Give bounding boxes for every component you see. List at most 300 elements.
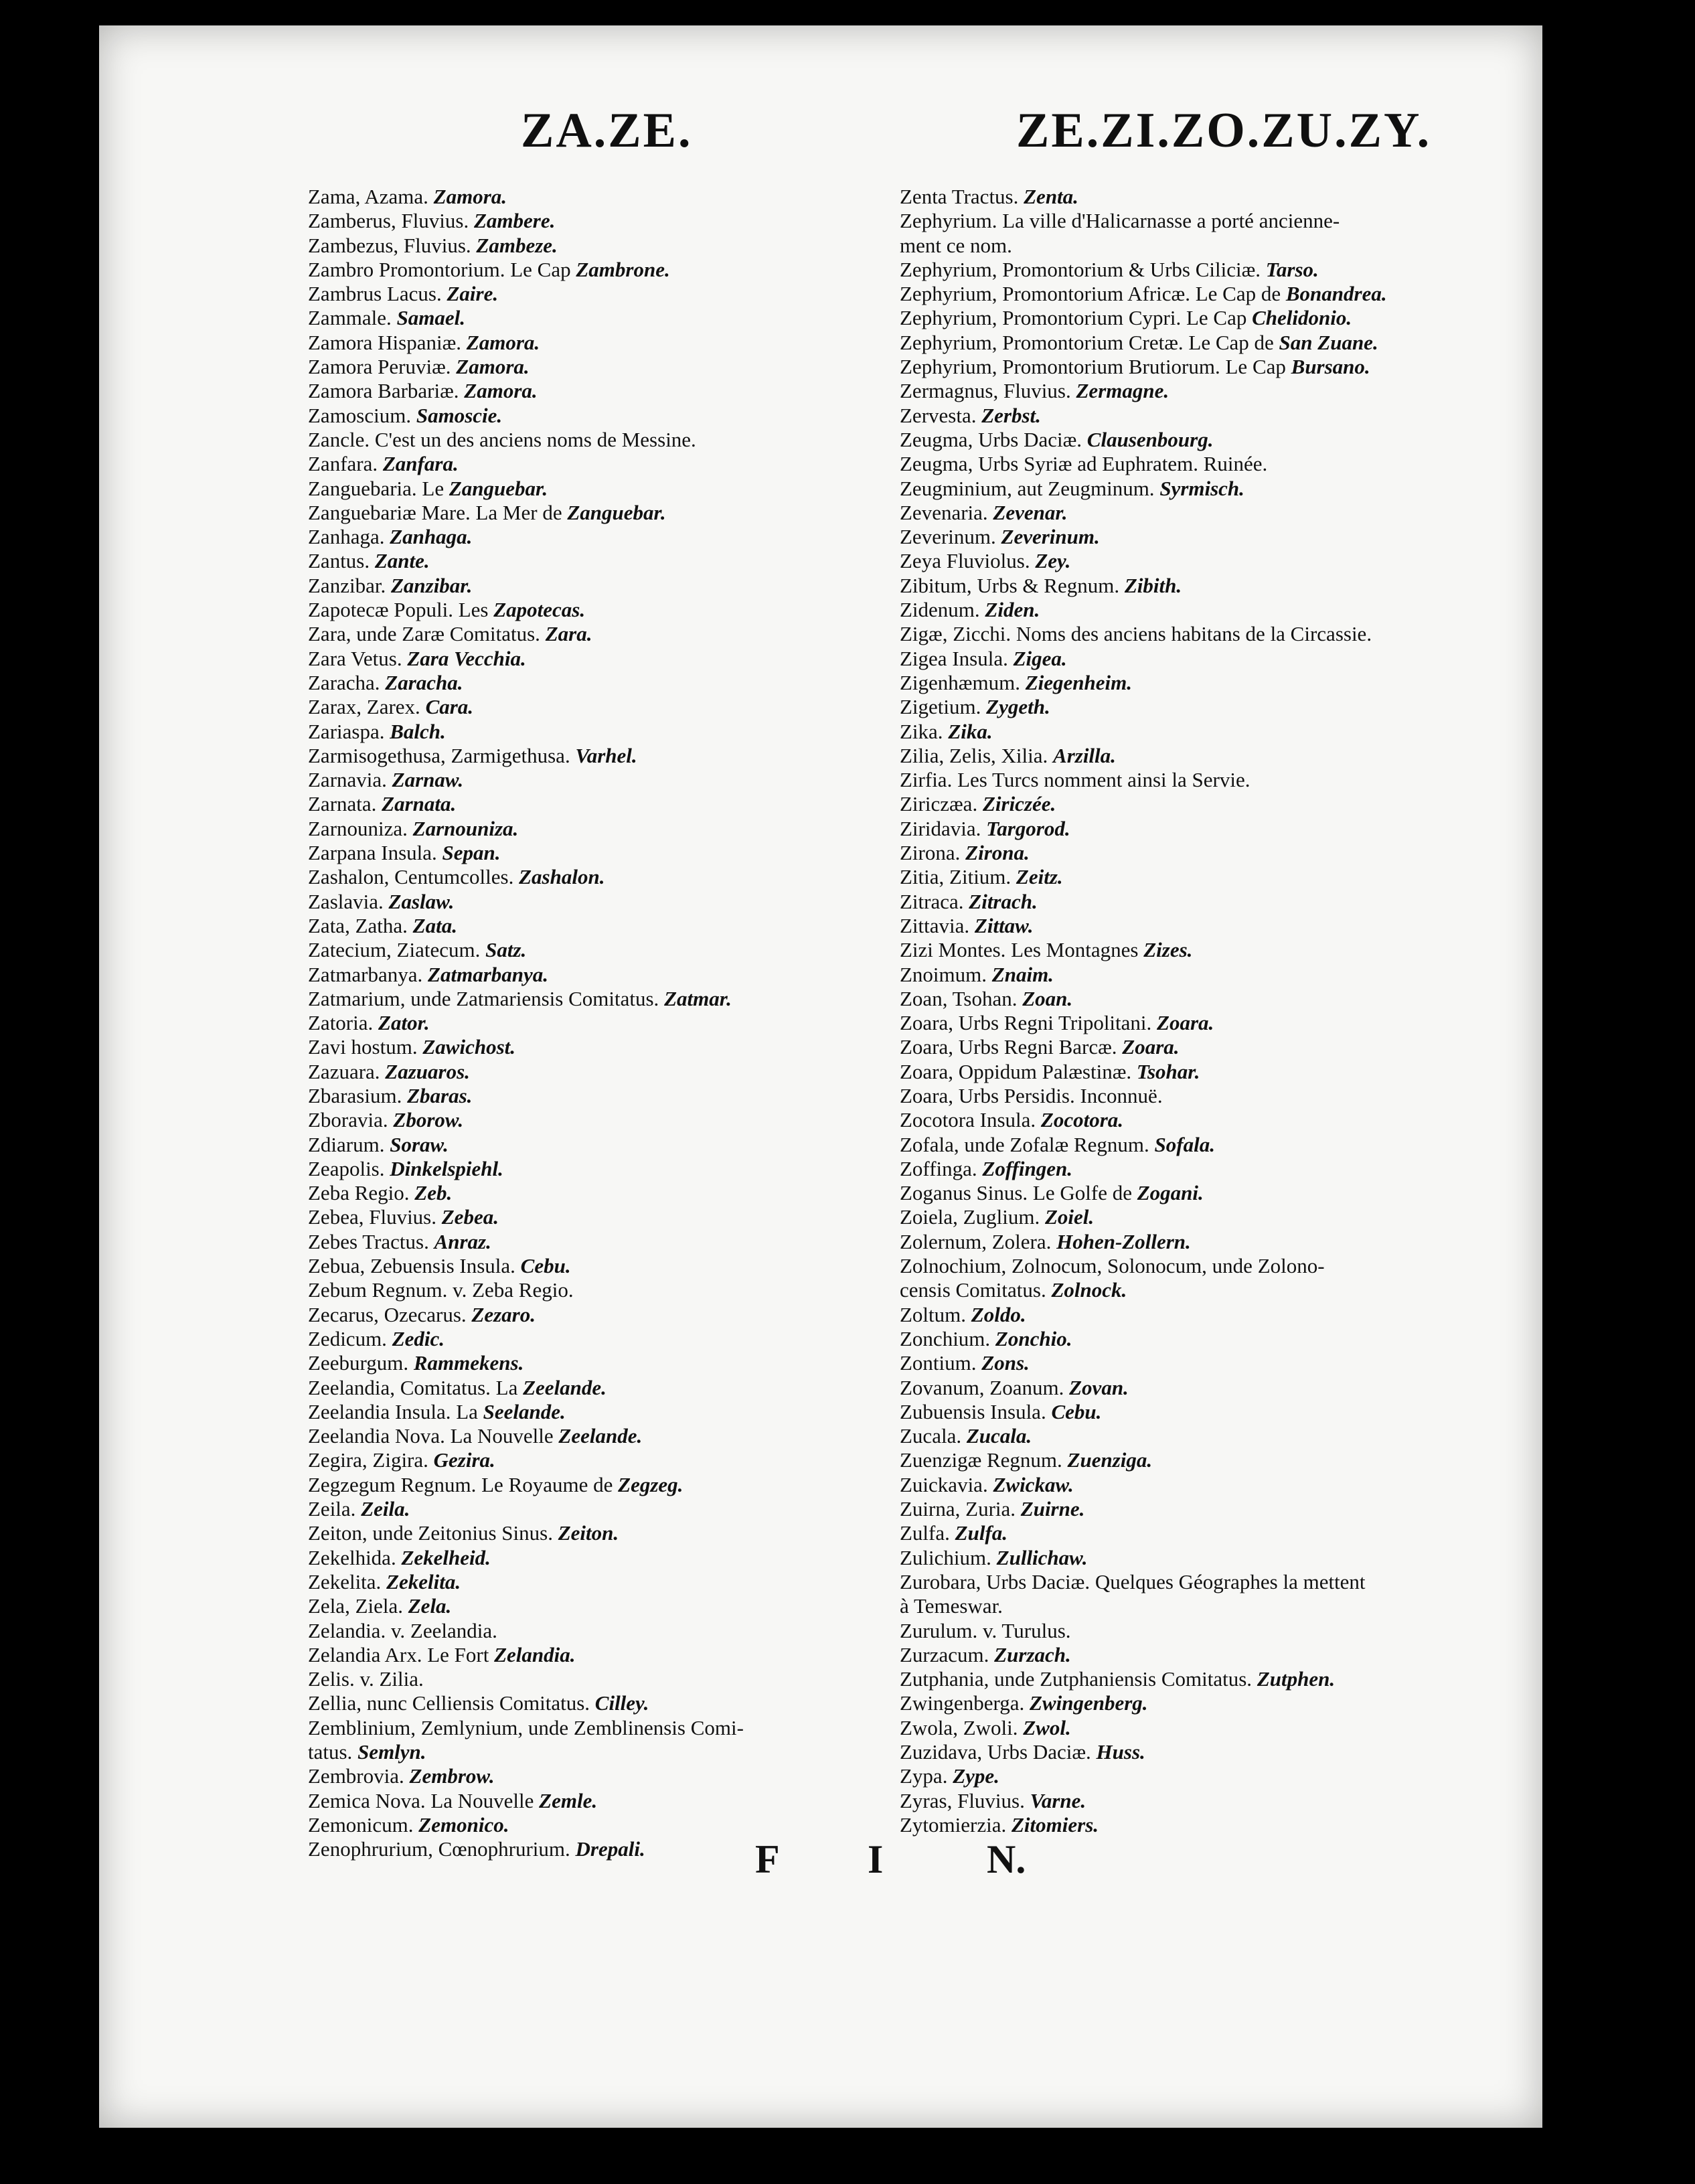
entry-modern-name: Zitrach. [969, 889, 1038, 913]
dictionary-entry [308, 1740, 744, 1764]
dictionary-entry [900, 598, 1387, 622]
entry-latin-text: Zoara, Urbs Regni Tripolitani. [900, 1011, 1157, 1035]
entry-latin-text: Zypa. [900, 1764, 953, 1788]
entry-modern-name: Zeiton. [558, 1521, 619, 1545]
entry-latin-text: Zariaspa. [308, 719, 390, 743]
entry-modern-name: Zoara. [1122, 1035, 1180, 1059]
entry-latin-text: Zoltum. [900, 1302, 971, 1326]
dictionary-entry [308, 841, 744, 865]
entry-modern-name: Zwol. [1023, 1715, 1071, 1739]
entry-modern-name: Zante. [374, 549, 430, 573]
dictionary-entry [308, 1691, 744, 1715]
entry-modern-name: Varne. [1030, 1788, 1086, 1812]
entry-latin-text: Zata, Zatha. [308, 913, 413, 937]
entry-modern-name: Zeelande. [523, 1375, 607, 1399]
entry-modern-name: Zawichost. [422, 1035, 516, 1059]
entry-modern-name: Zela. [408, 1594, 452, 1618]
dictionary-entry [308, 598, 744, 622]
entry-modern-name: Zedic. [392, 1326, 445, 1350]
entry-latin-text: Zamoscium. [308, 403, 416, 427]
entry-latin-text: Zolnochium, Zolnocum, Solonocum, unde Zolono- [900, 1254, 1325, 1278]
entry-modern-name: Zeila. [361, 1497, 410, 1521]
dictionary-entry [308, 1351, 744, 1375]
entry-modern-name: Gezira. [433, 1448, 495, 1472]
dictionary-entry [900, 1546, 1387, 1570]
entry-modern-name: Bonandrea. [1285, 282, 1387, 306]
dictionary-entry [900, 379, 1387, 403]
entry-modern-name: Zambere. [474, 209, 556, 233]
dictionary-entry [900, 452, 1387, 476]
dictionary-entry [308, 379, 744, 403]
dictionary-entry [308, 695, 744, 719]
entry-latin-text: Zebua, Zebuensis Insula. [308, 1254, 521, 1278]
entry-latin-text: Zelandia. v. Zeelandia. [308, 1618, 497, 1642]
entry-latin-text: Zarnata. [308, 792, 382, 816]
entry-latin-text: Zigenhæmum. [900, 670, 1026, 694]
dictionary-entry [900, 987, 1387, 1011]
bleed-through-text [447, 106, 452, 130]
dictionary-entry [308, 1643, 744, 1667]
entry-latin-text: Zazuara. [308, 1059, 386, 1083]
dictionary-entry [900, 331, 1387, 355]
entry-modern-name: Hohen-Zollern. [1056, 1229, 1191, 1253]
dictionary-entry [308, 1278, 744, 1302]
entry-latin-text: Zegzegum Regnum. Le Royaume de [308, 1472, 619, 1496]
dictionary-entry [308, 987, 744, 1011]
entry-latin-text: Zaslavia. [308, 889, 389, 913]
entry-modern-name: Zigea. [1013, 646, 1067, 670]
entry-modern-name: Zeelande. [558, 1424, 643, 1448]
entry-modern-name: Bursano. [1291, 355, 1370, 379]
entry-latin-text: Zekelita. [308, 1569, 387, 1593]
entry-latin-text: Zoiela, Zuglium. [900, 1205, 1045, 1229]
entry-latin-text: Znoimum. [900, 962, 992, 986]
entry-latin-text: Zboravia. [308, 1108, 394, 1132]
dictionary-entry [900, 1351, 1387, 1375]
entry-latin-text: à Temeswar. [900, 1594, 1003, 1618]
entry-modern-name: Zirona. [965, 841, 1030, 865]
entry-modern-name: Zulfa. [955, 1521, 1008, 1545]
entry-modern-name: Zarnata. [382, 792, 457, 816]
entry-latin-text: Zucala. [900, 1424, 967, 1448]
entry-latin-text: Zontium. [900, 1351, 982, 1375]
entry-latin-text: Zirfia. Les Turcs nomment ainsi la Servie. [900, 768, 1250, 792]
dictionary-entry [900, 209, 1387, 233]
entry-modern-name: Zashalon. [519, 865, 605, 889]
entry-modern-name: Tarso. [1265, 257, 1319, 281]
dictionary-entry [900, 1667, 1387, 1691]
dictionary-entry [308, 1327, 744, 1351]
entry-modern-name: Syrmisch. [1159, 476, 1244, 500]
entry-latin-text: Zamora Hispaniæ. [308, 330, 467, 354]
dictionary-entry [308, 1594, 744, 1618]
dictionary-entry [308, 1497, 744, 1521]
dictionary-entry [308, 817, 744, 841]
dictionary-entry [308, 209, 744, 233]
entry-latin-text: Zitia, Zitium. [900, 865, 1016, 889]
entry-modern-name: Zygeth. [986, 695, 1050, 719]
entry-modern-name: Zenta. [1024, 185, 1078, 208]
entry-latin-text: Zeiton, unde Zeitonius Sinus. [308, 1521, 558, 1545]
dictionary-entry [308, 890, 744, 914]
dictionary-entry [900, 1740, 1387, 1764]
entry-modern-name: Zelandia. [494, 1642, 576, 1666]
entry-latin-text: censis Comitatus. [900, 1278, 1052, 1302]
dictionary-entry [900, 1230, 1387, 1254]
entry-modern-name: Balch. [390, 719, 446, 743]
dictionary-entry [900, 671, 1387, 695]
dictionary-entry [308, 1011, 744, 1035]
entry-latin-text: Zofala, unde Zofalæ Regnum. [900, 1132, 1155, 1156]
dictionary-entry [900, 404, 1387, 428]
dictionary-entry [900, 1181, 1387, 1205]
dictionary-entry [308, 1521, 744, 1545]
entry-latin-text: Zamora Barbariæ. [308, 379, 465, 403]
dictionary-entry [308, 1837, 744, 1861]
dictionary-entry [308, 452, 744, 476]
entry-latin-text: tatus. [308, 1740, 358, 1764]
dictionary-entry [900, 306, 1387, 330]
dictionary-entry [308, 1035, 744, 1059]
dictionary-entry [900, 1619, 1387, 1643]
dictionary-entry [308, 525, 744, 549]
entry-latin-text: Zarax, Zarex. [308, 695, 426, 719]
entry-modern-name: Zanzibar. [390, 573, 473, 597]
entry-modern-name: Zutphen. [1257, 1667, 1336, 1691]
entry-latin-text: Zatoria. [308, 1011, 379, 1035]
entry-latin-text: Zenta Tractus. [900, 185, 1024, 208]
dictionary-entry [308, 622, 744, 646]
entry-latin-text: Zoan, Tsohan. [900, 986, 1023, 1010]
entry-modern-name: Zevenar. [993, 500, 1068, 524]
entry-latin-text: Zoara, Oppidum Palæstinæ. [900, 1059, 1137, 1083]
dictionary-entry [308, 1254, 744, 1278]
entry-latin-text: Zamora Peruviæ. [308, 355, 457, 379]
dictionary-entry [308, 1764, 744, 1788]
entry-latin-text: Zurzacum. [900, 1642, 995, 1666]
entry-latin-text: Zidenum. [900, 598, 985, 622]
entry-latin-text: Zwola, Zwoli. [900, 1715, 1024, 1739]
entry-modern-name: Zborow. [393, 1108, 464, 1132]
entry-latin-text: Zarpana Insula. [308, 841, 442, 865]
dictionary-entry [308, 1157, 744, 1181]
dictionary-entry [308, 1181, 744, 1205]
dictionary-entry [308, 1400, 744, 1424]
entry-modern-name: San Zuane. [1279, 330, 1378, 354]
entry-latin-text: Zigea Insula. [900, 646, 1014, 670]
dictionary-entry [900, 1521, 1387, 1545]
entry-modern-name: Zbaras. [407, 1083, 473, 1107]
entry-modern-name: Tsohar. [1136, 1059, 1200, 1083]
dictionary-entry [900, 720, 1387, 744]
entry-modern-name: Zata. [412, 913, 457, 937]
entry-latin-text: Zekelhida. [308, 1545, 402, 1569]
entry-modern-name: Zazuaros. [385, 1059, 470, 1083]
dictionary-entry [900, 1448, 1387, 1472]
entry-modern-name: Zambrone. [576, 257, 670, 281]
entry-latin-text: Zevenaria. [900, 500, 993, 524]
entry-latin-text: Zurobara, Urbs Daciæ. Quelques Géographes la mettent [900, 1569, 1366, 1593]
entry-modern-name: Ziriczée. [982, 792, 1056, 816]
fin-letter-f: F [755, 1837, 780, 1881]
dictionary-entry [900, 865, 1387, 889]
dictionary-entry [900, 1473, 1387, 1497]
dictionary-entry [308, 1667, 744, 1691]
entry-latin-text: Zika. [900, 719, 949, 743]
entry-latin-text: Zeba Regio. [308, 1181, 415, 1205]
dictionary-entry [900, 938, 1387, 962]
entry-latin-text: Zaracha. [308, 670, 386, 694]
dictionary-entry [308, 1473, 744, 1497]
dictionary-entry [900, 841, 1387, 865]
entry-modern-name: Varhel. [575, 743, 637, 767]
entry-latin-text: Zocotora Insula. [900, 1108, 1041, 1132]
dictionary-entry [900, 1813, 1387, 1837]
entry-latin-text: Zephyrium, Promontorium Cypri. Le Cap [900, 306, 1253, 330]
dictionary-entry [900, 1691, 1387, 1715]
entry-latin-text: Zirona. [900, 841, 966, 865]
entry-modern-name: Zwingenberg. [1029, 1691, 1148, 1715]
dictionary-entry [900, 1376, 1387, 1400]
entry-latin-text: Zeugma, Urbs Syriæ ad Euphratem. Ruinée. [900, 452, 1268, 476]
entry-latin-text: Zanguebaria. Le [308, 476, 449, 500]
dictionary-entry [900, 355, 1387, 379]
dictionary-entry [900, 1327, 1387, 1351]
entry-modern-name: Zebea. [441, 1205, 499, 1229]
entry-latin-text: Zuickavia. [900, 1472, 993, 1496]
entry-modern-name: Zype. [953, 1764, 999, 1788]
entry-modern-name: Zaslaw. [388, 889, 455, 913]
entry-latin-text: Zebes Tractus. [308, 1229, 434, 1253]
entry-latin-text: Zoara, Urbs Regni Barcæ. [900, 1035, 1123, 1059]
entry-modern-name: Zezaro. [471, 1302, 536, 1326]
entry-modern-name: Samoscie. [416, 403, 503, 427]
dictionary-entry [308, 1060, 744, 1084]
entry-modern-name: Chelidonio. [1252, 306, 1352, 330]
entry-modern-name: Zatmarbanya. [428, 962, 549, 986]
entry-modern-name: Cebu. [520, 1254, 571, 1278]
entry-modern-name: Zeb. [414, 1181, 453, 1205]
entry-latin-text: Zedicum. [308, 1326, 392, 1350]
right-entry-column [900, 185, 1387, 1837]
entry-latin-text: Zizi Montes. Les Montagnes [900, 938, 1144, 962]
entry-latin-text: Zyras, Fluvius. [900, 1788, 1030, 1812]
entry-latin-text: Zolernum, Zolera. [900, 1229, 1057, 1253]
entry-latin-text: Zeverinum. [900, 525, 1001, 549]
dictionary-entry [308, 1789, 744, 1813]
dictionary-entry [308, 914, 744, 938]
entry-latin-text: Zenophrurium, Cœnophrurium. [308, 1837, 576, 1861]
entry-latin-text: Zbarasium. [308, 1083, 408, 1107]
entry-modern-name: Zamora. [456, 355, 530, 379]
entry-latin-text: Zuzidava, Urbs Daciæ. [900, 1740, 1097, 1764]
dictionary-entry [900, 1400, 1387, 1424]
dictionary-entry [900, 1157, 1387, 1181]
entry-latin-text: Zantus. [308, 549, 375, 573]
entry-latin-text: Zuirna, Zuria. [900, 1497, 1021, 1521]
dictionary-entry [308, 1716, 744, 1740]
entry-latin-text: Zammale. [308, 306, 397, 330]
entry-latin-text: Zanzibar. [308, 573, 391, 597]
entry-latin-text: Zephyrium, Promontorium Cretæ. Le Cap de [900, 330, 1279, 354]
entry-latin-text: Zelandia Arx. Le Fort [308, 1642, 495, 1666]
dictionary-entry [900, 477, 1387, 501]
entry-modern-name: Rammekens. [413, 1351, 524, 1375]
dictionary-entry [308, 671, 744, 695]
entry-modern-name: Satz. [485, 938, 527, 962]
entry-latin-text: Zibitum, Urbs & Regnum. [900, 573, 1125, 597]
entry-modern-name: Zaracha. [385, 670, 463, 694]
entry-modern-name: Zanguebar. [449, 476, 548, 500]
entry-modern-name: Zanguebar. [567, 500, 666, 524]
dictionary-entry [900, 1133, 1387, 1157]
book-page [99, 25, 1542, 2128]
dictionary-entry [900, 963, 1387, 987]
entry-modern-name: Sepan. [442, 841, 501, 865]
entry-modern-name: Zamora. [464, 379, 538, 403]
entry-latin-text: Zittavia. [900, 913, 975, 937]
dictionary-entry [900, 185, 1387, 209]
entry-modern-name: Zembrow. [409, 1764, 495, 1788]
entry-modern-name: Samael. [396, 306, 466, 330]
entry-modern-name: Zarnouniza. [412, 816, 519, 840]
dictionary-entry [308, 1108, 744, 1132]
entry-latin-text: Zemonicum. [308, 1812, 419, 1837]
entry-latin-text: Zanhaga. [308, 525, 390, 549]
dictionary-entry [308, 1546, 744, 1570]
entry-modern-name: Ziden. [985, 598, 1040, 622]
entry-modern-name: Targorod. [986, 816, 1070, 840]
dictionary-entry [308, 355, 744, 379]
entry-latin-text: Zancle. C'est un des anciens noms de Messine. [308, 427, 696, 451]
entry-modern-name: Zegzeg. [618, 1472, 683, 1496]
entry-latin-text: Zoara, Urbs Persidis. Inconnuë. [900, 1083, 1163, 1107]
dictionary-entry [900, 549, 1387, 573]
entry-latin-text: Zeapolis. [308, 1156, 390, 1180]
entry-latin-text: Zurulum. v. Turulus. [900, 1618, 1071, 1642]
dictionary-entry [900, 234, 1387, 258]
left-running-head: ZA.ZE. [521, 103, 693, 158]
dictionary-entry [308, 331, 744, 355]
entry-modern-name: Znaim. [991, 962, 1054, 986]
dictionary-entry [308, 1205, 744, 1229]
dictionary-entry [900, 817, 1387, 841]
dictionary-entry [308, 501, 744, 525]
entry-modern-name: Zurzach. [994, 1642, 1071, 1666]
entry-modern-name: Zara Vecchia. [407, 646, 526, 670]
entry-modern-name: Zatmar. [664, 986, 732, 1010]
entry-modern-name: Zaire. [447, 282, 499, 306]
entry-latin-text: Zapotecæ Populi. Les [308, 598, 494, 622]
entry-modern-name: Zekelita. [386, 1569, 461, 1593]
entry-modern-name: Zizes. [1143, 938, 1193, 962]
dictionary-entry [308, 1570, 744, 1594]
entry-latin-text: Zeila. [308, 1497, 361, 1521]
dictionary-entry [900, 1205, 1387, 1229]
dictionary-entry [900, 525, 1387, 549]
entry-modern-name: Arzilla. [1053, 743, 1116, 767]
entry-modern-name: Zucala. [966, 1424, 1032, 1448]
dictionary-entry [308, 1424, 744, 1448]
entry-latin-text: Zoffinga. [900, 1156, 983, 1180]
entry-latin-text: Zatmarbanya. [308, 962, 428, 986]
entry-modern-name: Zogani. [1137, 1181, 1204, 1205]
entry-latin-text: Zecarus, Ozecarus. [308, 1302, 472, 1326]
entry-modern-name: Zoara. [1157, 1011, 1214, 1035]
dictionary-entry [308, 234, 744, 258]
dictionary-entry [308, 185, 744, 209]
dictionary-entry [308, 768, 744, 792]
entry-modern-name: Zemle. [539, 1788, 598, 1812]
entry-modern-name: Zika. [948, 719, 993, 743]
dictionary-entry [900, 1497, 1387, 1521]
entry-modern-name: Zanfara. [382, 452, 459, 476]
entry-modern-name: Zoldo. [971, 1302, 1026, 1326]
dictionary-entry [308, 1230, 744, 1254]
dictionary-entry [308, 1303, 744, 1327]
dictionary-entry [900, 282, 1387, 306]
dictionary-entry [308, 1084, 744, 1108]
entry-modern-name: Anraz. [434, 1229, 491, 1253]
entry-latin-text: Zeelandia Insula. La [308, 1399, 483, 1423]
dictionary-entry [308, 1448, 744, 1472]
entry-latin-text: Zebum Regnum. v. Zeba Regio. [308, 1278, 574, 1302]
entry-modern-name: Zocotora. [1040, 1108, 1124, 1132]
entry-modern-name: Zamora. [433, 185, 507, 208]
entry-modern-name: Ziegenheim. [1025, 670, 1133, 694]
entry-modern-name: Zambeze. [476, 233, 558, 257]
entry-modern-name: Zeverinum. [1001, 525, 1100, 549]
entry-latin-text: Zermagnus, Fluvius. [900, 379, 1076, 403]
entry-modern-name: Huss. [1096, 1740, 1145, 1764]
dictionary-entry [900, 647, 1387, 671]
entry-latin-text: Zama, Azama. [308, 185, 434, 208]
entry-latin-text: Zegira, Zigira. [308, 1448, 434, 1472]
entry-latin-text: Zoganus Sinus. Le Golfe de [900, 1181, 1137, 1205]
entry-modern-name: Zwickaw. [993, 1472, 1074, 1496]
entry-latin-text: Zuenzigæ Regnum. [900, 1448, 1068, 1472]
entry-latin-text: Zambrus Lacus. [308, 282, 447, 306]
entry-latin-text: Zarmisogethusa, Zarmigethusa. [308, 743, 576, 767]
dictionary-entry [900, 1254, 1387, 1278]
dictionary-entry [308, 1133, 744, 1157]
entry-latin-text: ment ce nom. [900, 233, 1012, 257]
entry-modern-name: Zoffingen. [982, 1156, 1073, 1180]
entry-latin-text: Zubuensis Insula. [900, 1399, 1052, 1423]
entry-modern-name: Zonchio. [995, 1326, 1072, 1350]
entry-latin-text: Zdiarum. [308, 1132, 390, 1156]
fin-letter-i: I [868, 1837, 884, 1881]
entry-latin-text: Zephyrium, Promontorium & Urbs Ciliciæ. [900, 257, 1266, 281]
entry-latin-text: Zebea, Fluvius. [308, 1205, 442, 1229]
entry-latin-text: Zonchium. [900, 1326, 995, 1350]
entry-modern-name: Zullichaw. [996, 1545, 1088, 1569]
dictionary-entry [308, 744, 744, 768]
dictionary-entry [900, 1716, 1387, 1740]
dictionary-entry [900, 1108, 1387, 1132]
dictionary-entry [900, 768, 1387, 792]
entry-modern-name: Zeitz. [1016, 865, 1063, 889]
entry-modern-name: Zemonico. [418, 1812, 509, 1837]
dictionary-entry [900, 574, 1387, 598]
entry-latin-text: Zanguebariæ Mare. La Mer de [308, 500, 568, 524]
dictionary-entry [308, 1813, 744, 1837]
entry-latin-text: Zitraca. [900, 889, 969, 913]
dictionary-entry [308, 306, 744, 330]
entry-modern-name: Drepali. [575, 1837, 645, 1861]
entry-latin-text: Zervesta. [900, 403, 982, 427]
entry-latin-text: Zilia, Zelis, Xilia. [900, 743, 1054, 767]
